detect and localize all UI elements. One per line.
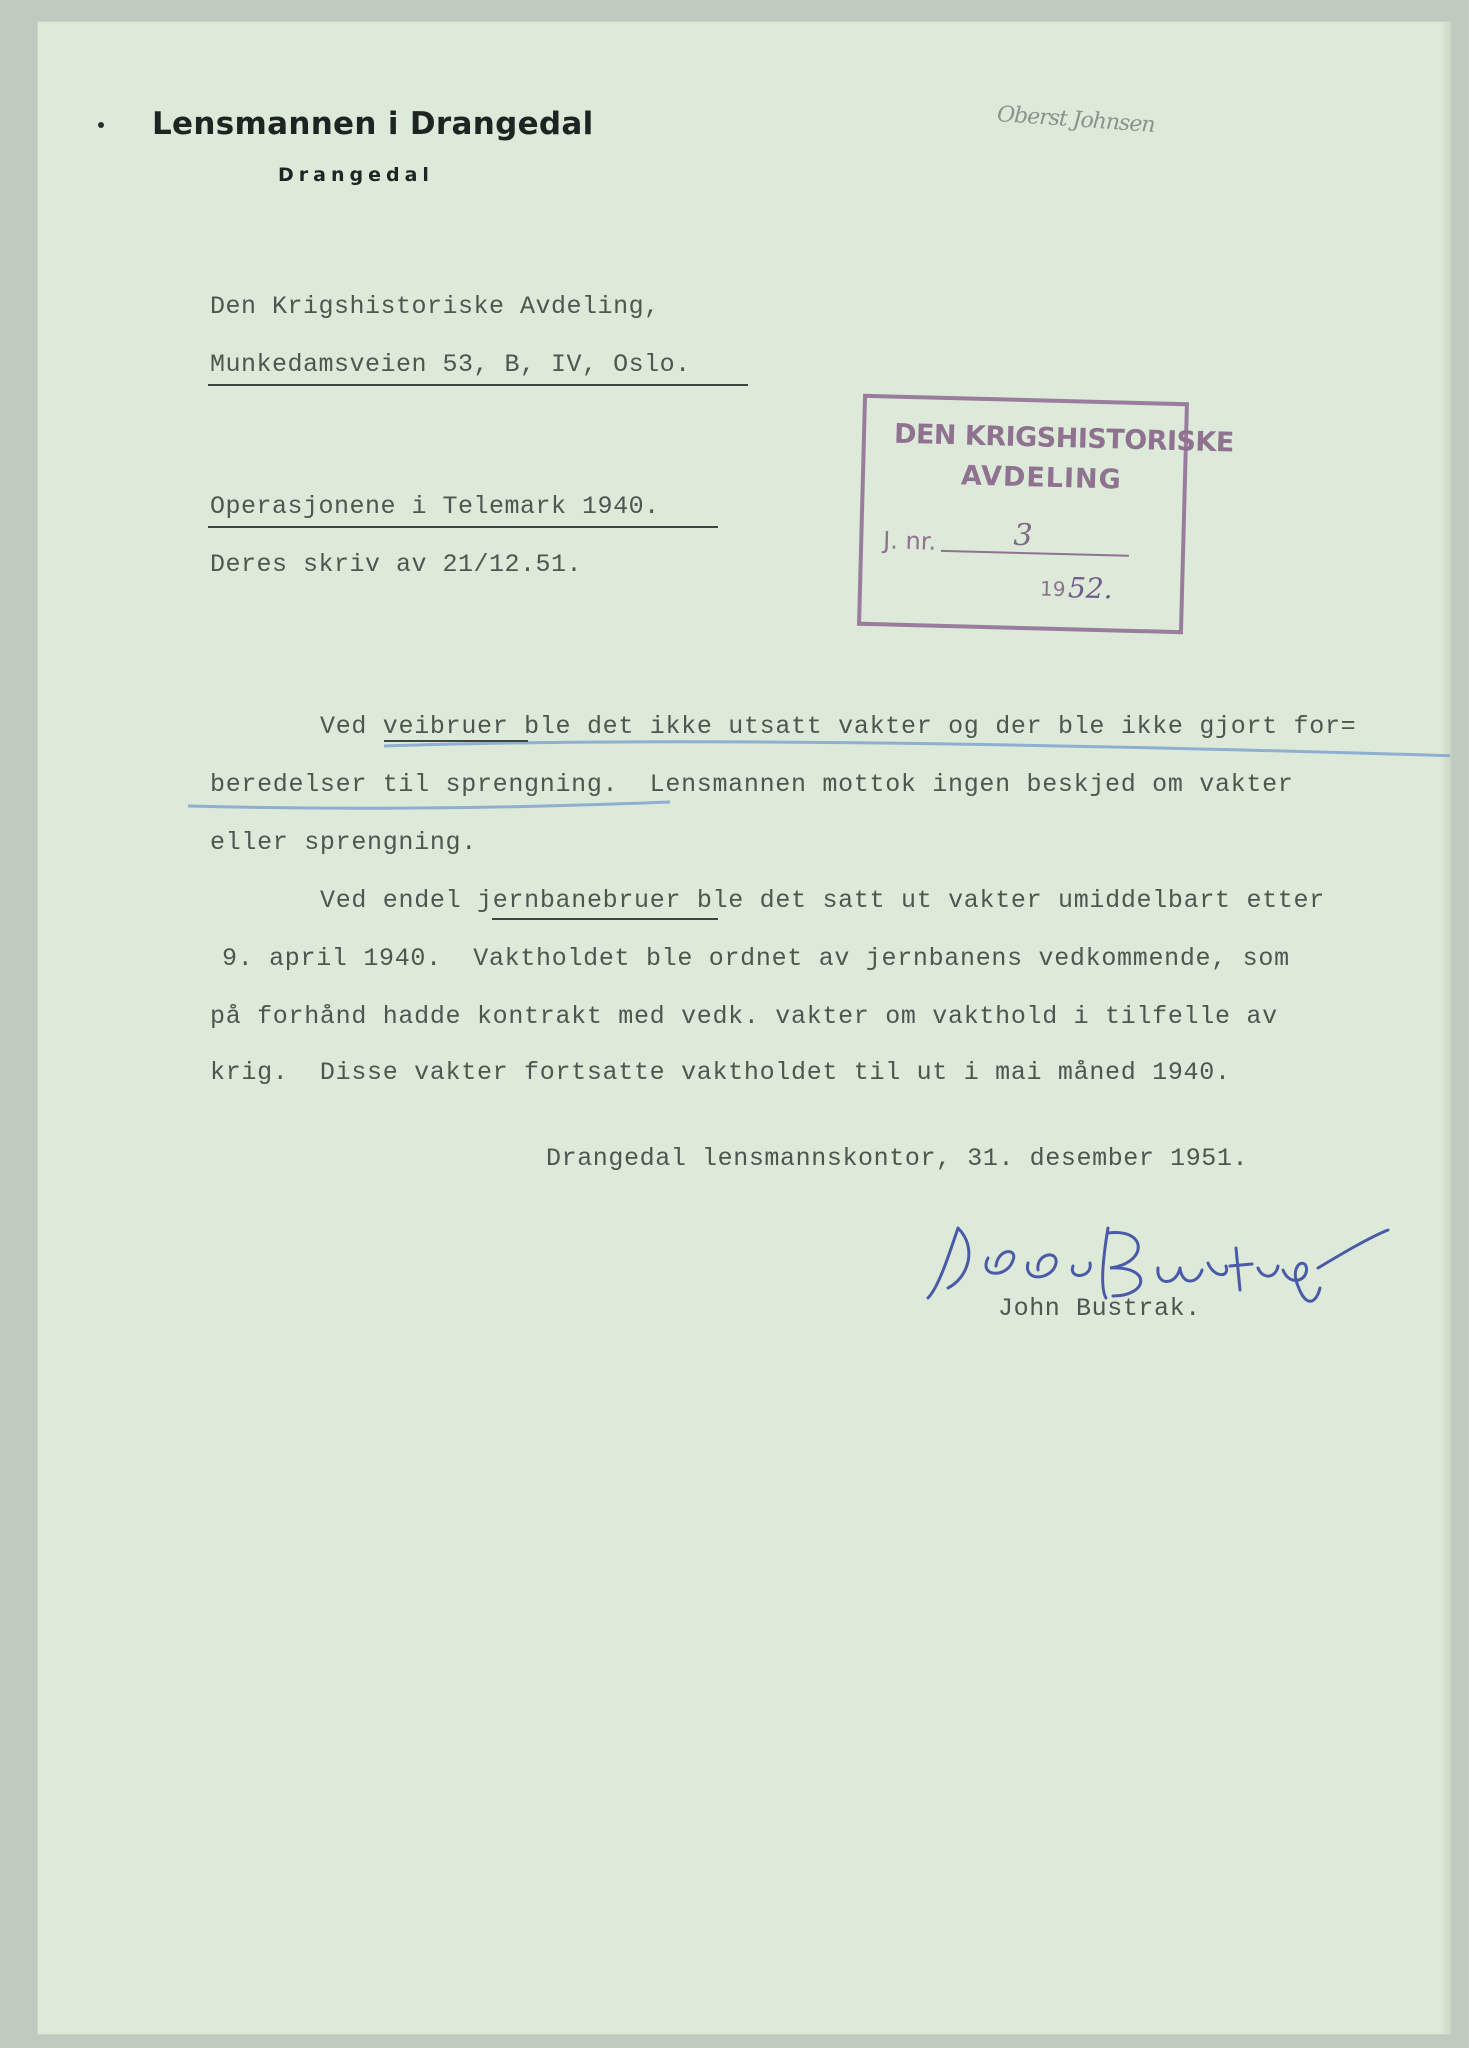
body-line-1: Ved veibruer ble det ikke utsatt vakter og der ble ikke gjort for= xyxy=(320,712,1357,741)
body-line-7: krig. Disse vakter fortsatte vaktholdet til ut i mai måned 1940. xyxy=(210,1058,1231,1087)
subject-underline xyxy=(208,526,718,528)
letterhead xyxy=(152,106,594,186)
underline-body-line-1 xyxy=(384,742,1450,756)
pencil-annotation: Oberst Johnsen xyxy=(996,102,1156,138)
underline-body-line-2 xyxy=(188,802,670,808)
stamp-year-printed: 19 xyxy=(1039,576,1066,602)
letterhead-place: Drangedal xyxy=(278,164,434,186)
letterhead-name: Lensmannen i Drangedal xyxy=(152,106,594,142)
body-line-2: beredelser til sprengning. Lensmannen mottok ingen beskjed om vakter xyxy=(210,770,1294,799)
page-edge xyxy=(1440,22,1450,2034)
stamp-jnr-label: J. nr. xyxy=(882,526,937,556)
body-line-5: 9. april 1940. Vaktholdet ble ordnet av jernbanens vedkommende, som xyxy=(222,944,1290,973)
stamp-jnr-rule xyxy=(941,550,1129,557)
recipient-underline xyxy=(208,384,748,386)
body-line-3: eller sprengning. xyxy=(210,828,477,857)
signer-name: John Bustrak. xyxy=(998,1294,1201,1323)
reference-line: Deres skriv av 21/12.51. xyxy=(210,550,583,579)
stamp-year-handwritten: 52. xyxy=(1067,571,1114,606)
stamp-line-1: DEN KRIGSHISTORISKE xyxy=(893,418,1235,459)
body-line-6: på forhånd hadde kontrakt med vedk. vakter om vakthold i tilfelle av xyxy=(210,1002,1278,1031)
recipient-line-1: Den Krigshistoriske Avdeling, xyxy=(210,292,660,321)
recipient-line-2: Munkedamsveien 53, B, IV, Oslo. xyxy=(210,350,691,379)
body-line-4: Ved endel jernbanebruer ble det satt ut vakter umiddelbart etter xyxy=(320,886,1325,915)
stamp-line-2: AVDELING xyxy=(960,460,1123,496)
dateline: Drangedal lensmannskontor, 31. desember 1951. xyxy=(546,1144,1249,1173)
subject-line: Operasjonene i Telemark 1940. xyxy=(210,492,660,521)
stamp-jnr-value: 3 xyxy=(1012,517,1033,554)
letter-page xyxy=(38,22,1450,2034)
archive-stamp xyxy=(857,394,1235,634)
jernbanebruer-underline xyxy=(492,918,718,920)
blue-pencil-underlines xyxy=(38,22,1450,1222)
punch-dot xyxy=(98,122,104,128)
